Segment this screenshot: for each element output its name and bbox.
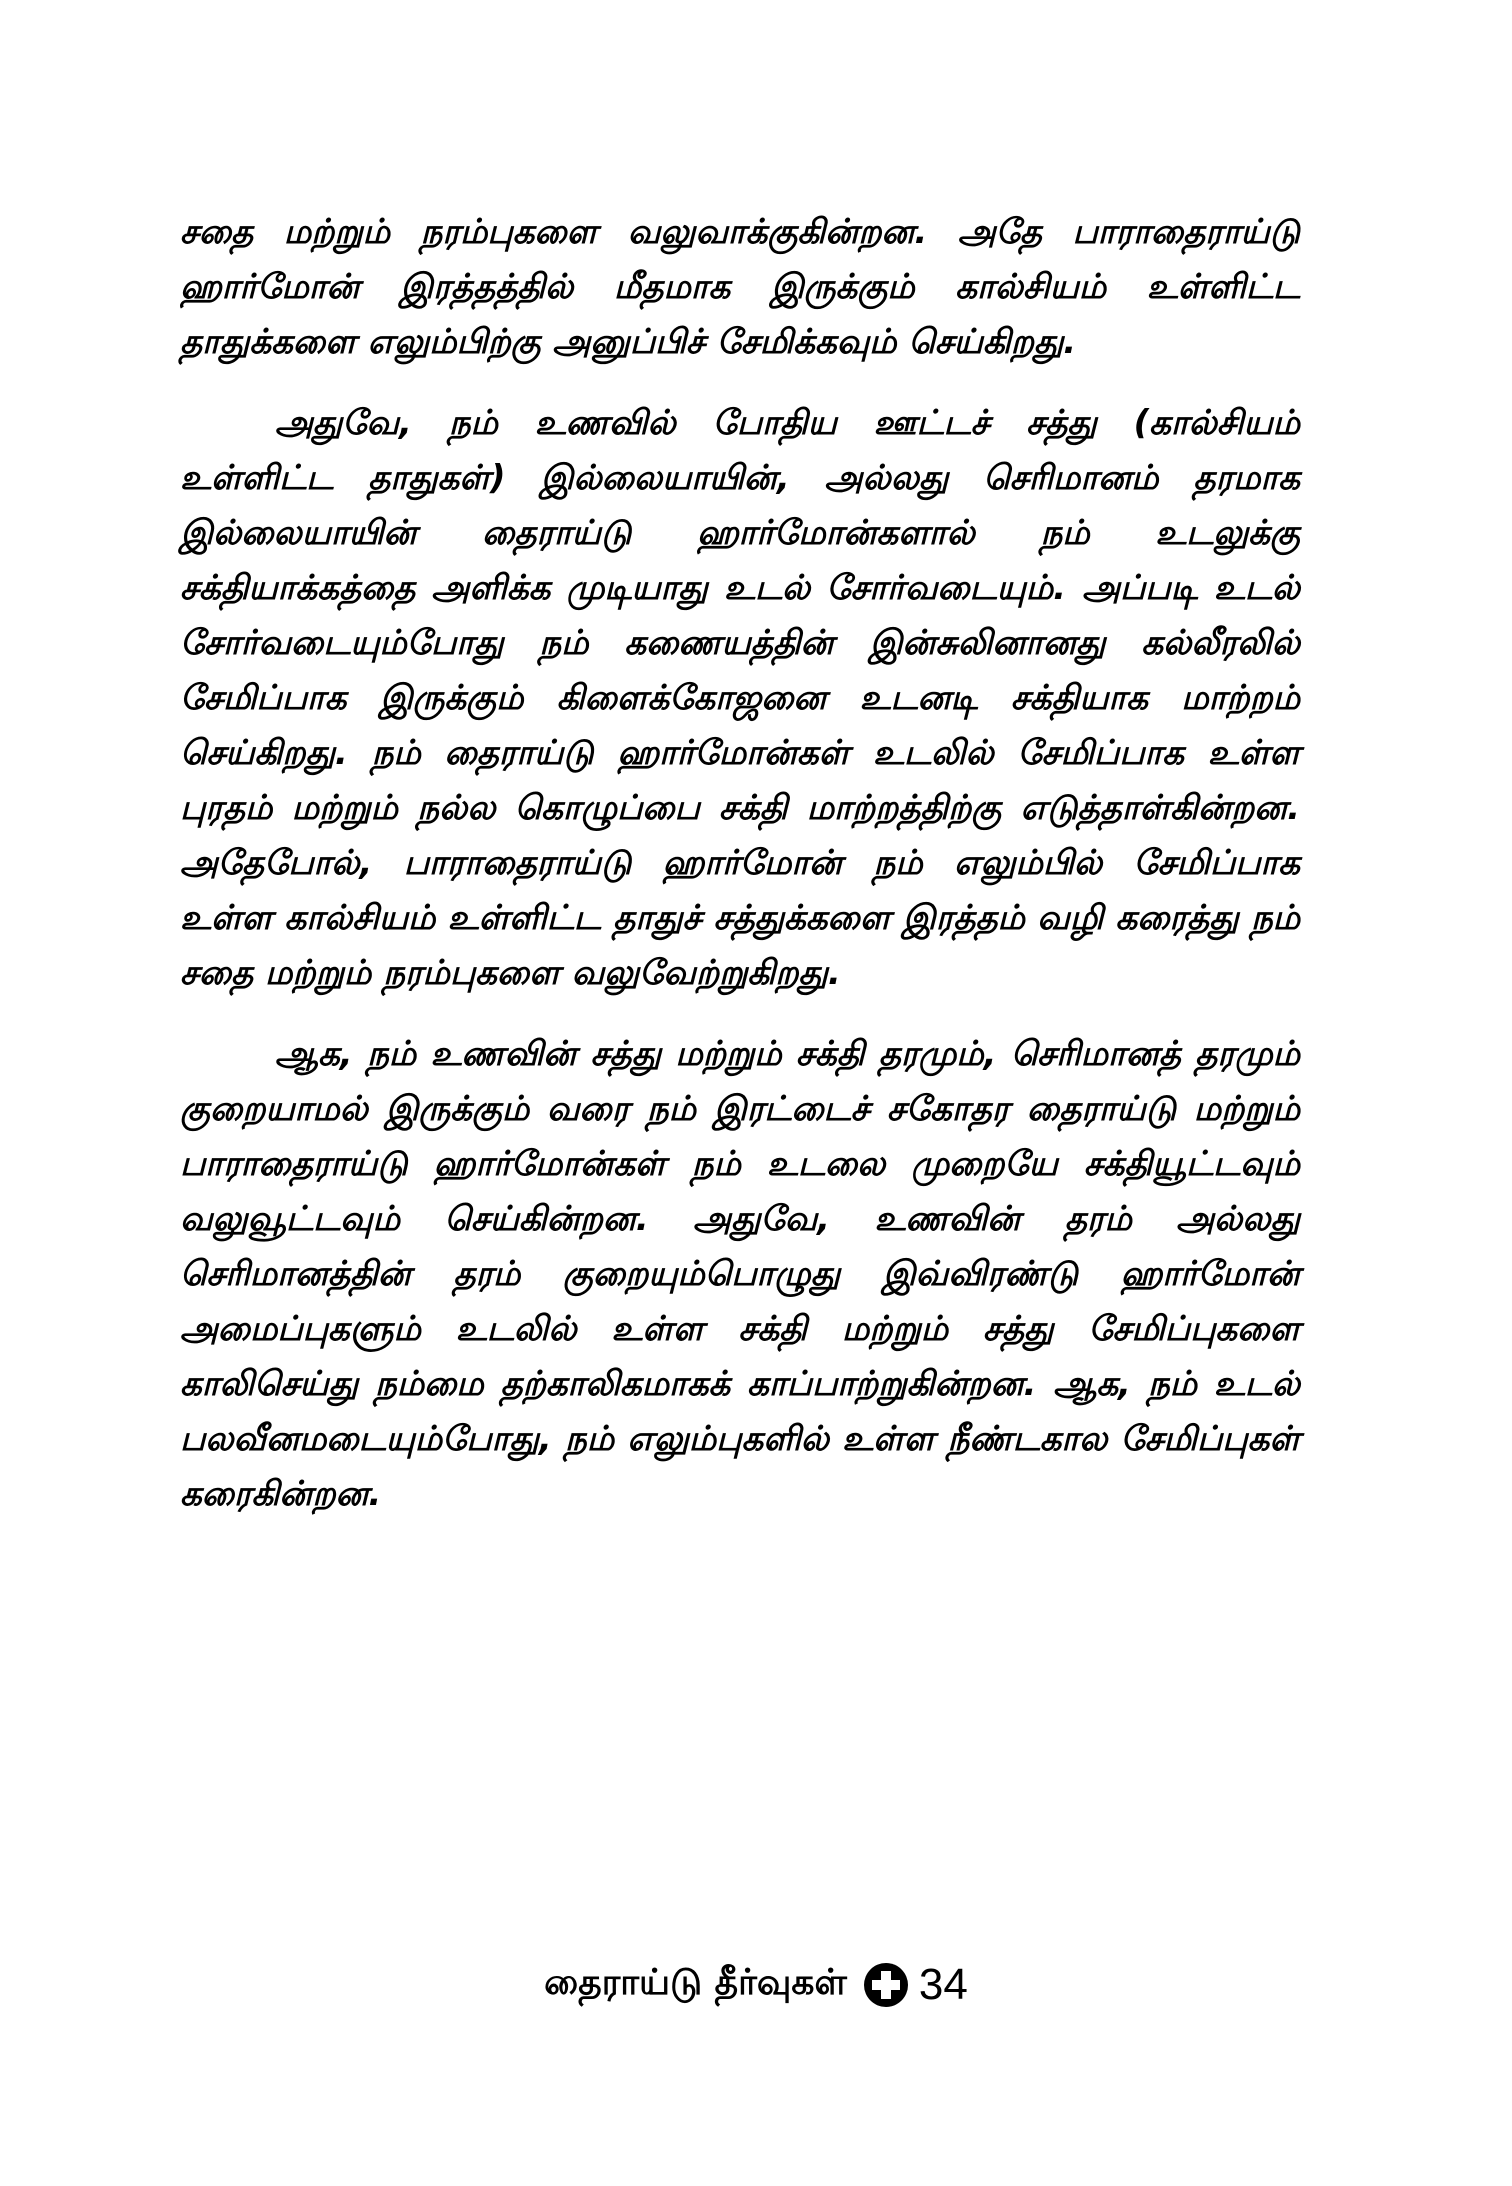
book-title: தைராய்டு தீர்வுகள்: [544, 1962, 847, 2003]
paragraph-3: ஆக, நம் உணவின் சத்து மற்றும் சக்தி தரமும், செரிமானத் தரமும் குறையாமல் இருக்கும் வரை நம் இரட்டைச் சகோதர தைராய்டு மற்றும் பாராதைராய்டு ஹார்மோன்கள் நம் உடலை முறையே சக்தியூட்டவும் வலுவூட்டவும் செய்கின்றன. அதுவே, உணவின் தரம் அல்லது செரிமானத்தின் தரம் குறையும்பொழுது இவ்விரண்டு ஹார்மோன் அமைப்புகளும் உடலில் உள்ள சக்தி மற்றும் சத்து சேமிப்புகளை காலிசெய்து நம்மை தற்காலிகமாகக் காப்பாற்றுகின்றன. ஆக, நம் உடல் பலவீனமடையும்போது, நம் எலும்புகளில் உள்ள நீண்டகால சேமிப்புகள் கரைகின்றன.: [180, 1034, 1300, 1514]
paragraph-1: சதை மற்றும் நரம்புகளை வலுவாக்குகின்றன. அதே பாராதைராய்டு ஹார்மோன் இரத்தத்தில் மீதமாக இருக்கும் கால்சியம் உள்ளிட்ட தாதுக்களை எலும்பிற்கு அனுப்பிச் சேமிக்கவும் செய்கிறது.: [180, 212, 1300, 362]
paragraph-2: அதுவே, நம் உணவில் போதிய ஊட்டச் சத்து (கால்சியம் உள்ளிட்ட தாதுகள்) இல்லையாயின், அல்லது செரிமானம் தரமாக இல்லையாயின் தைராய்டு ஹார்மோன்களால் நம் உடலுக்கு சக்தியாக்கத்தை அளிக்க முடியாது உடல் சோர்வடையும். அப்படி உடல் சோர்வடையும்போது நம் கணையத்தின் இன்சுலினானது கல்லீரலில் சேமிப்பாக இருக்கும் கிளைக்கோஜனை உடனடி சக்தியாக மாற்றம் செய்கிறது. நம் தைராய்டு ஹார்மோன்கள் உடலில் சேமிப்பாக உள்ள புரதம் மற்றும் நல்ல கொழுப்பை சக்தி மாற்றத்திற்கு எடுத்தாள்கின்றன. அதேபோல், பாராதைராய்டு ஹார்மோன் நம் எலும்பில் சேமிப்பாக உள்ள கால்சியம் உள்ளிட்ட தாதுச் சத்துக்களை இரத்தம் வழி கரைத்து நம் சதை மற்றும் நரம்புகளை வலுவேற்றுகிறது.: [180, 403, 1300, 993]
page-footer: [0, 1950, 1512, 2020]
page-number: 34: [918, 1960, 968, 2009]
plus-circle-icon: [863, 1962, 909, 2008]
body-text: [180, 205, 1300, 1548]
